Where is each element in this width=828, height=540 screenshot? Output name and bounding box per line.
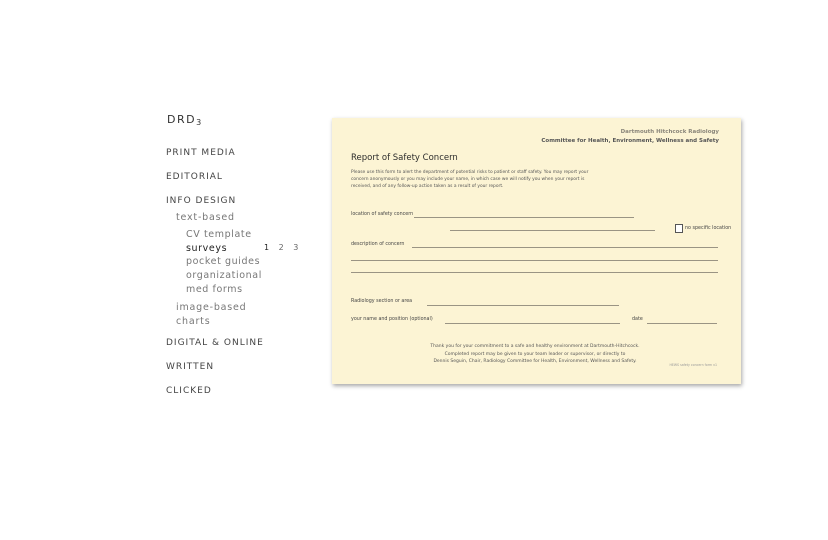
nav-text-based[interactable]: text-based [176, 212, 235, 223]
logo-text: DRD [167, 113, 197, 126]
logo-subscript: 3 [196, 118, 202, 127]
description-line-2 [351, 260, 718, 261]
date-line [647, 323, 717, 324]
safety-form-image [332, 118, 741, 384]
nav-digital-online[interactable]: DIGITAL & ONLINE [166, 338, 264, 348]
nav-organizational[interactable]: organizational [186, 270, 262, 281]
nav-print-media[interactable]: PRINT MEDIA [166, 148, 236, 158]
nav-written[interactable]: WRITTEN [166, 362, 215, 372]
org-line-1: Dartmouth Hitchcock Radiology [620, 129, 719, 135]
name-label: your name and position (optional) [351, 317, 433, 322]
nav-cv-template[interactable]: CV template [186, 229, 252, 240]
location-line-2 [450, 230, 655, 231]
form-organization [541, 128, 719, 146]
form-footer [390, 343, 680, 366]
nav-info-design[interactable]: INFO DESIGN [166, 196, 237, 206]
pager-page-2[interactable]: 2 [278, 243, 284, 252]
footer-line-1: Thank you for your commitment to a safe and healthy environment at Dartmouth-Hitchcock. [430, 344, 640, 349]
no-location-label: no specific location [685, 226, 732, 231]
nav-image-based[interactable]: image-based [176, 302, 247, 313]
location-label: location of safety concern [351, 212, 414, 217]
pager-page-1[interactable]: 1 [264, 243, 270, 252]
section-label: Radiology section or area [351, 299, 413, 304]
location-line [414, 217, 634, 218]
date-label: date [632, 317, 643, 322]
image-pager [264, 243, 305, 252]
form-title: Report of Safety Concern [351, 153, 458, 163]
nav-surveys[interactable]: surveys [186, 243, 228, 254]
section-line [427, 305, 619, 306]
footer-line-3: Dennis Seguin, Chair, Radiology Committee for Health, Environment, Wellness and Safety. [433, 359, 637, 364]
nav-med-forms[interactable]: med forms [186, 284, 243, 295]
no-location-checkbox [675, 224, 683, 233]
form-code: HEWS safety concern form v1 [669, 363, 717, 367]
footer-line-2: Completed report may be given to your team leader or supervisor, or directly to [444, 351, 626, 357]
description-line-1 [412, 247, 718, 248]
form-intro: Please use this form to alert the department of potential risks to patient or staff safety. You may report your concern anonymously or you may include your name, in which case we will notify you when your report is received, and of any follow-up action taken as a result of your report. [351, 170, 589, 189]
pager-page-3[interactable]: 3 [293, 243, 299, 252]
nav-pocket-guides[interactable]: pocket guides [186, 256, 261, 267]
description-label: description of concern [351, 242, 405, 247]
nav-clicked[interactable]: CLICKED [166, 386, 212, 396]
name-line [445, 323, 620, 324]
site-logo[interactable] [167, 113, 201, 127]
nav-charts[interactable]: charts [176, 316, 211, 327]
description-line-3 [351, 272, 718, 273]
org-line-2: Committee for Health, Environment, Wellness and Safety [541, 138, 719, 144]
nav-editorial[interactable]: EDITORIAL [166, 172, 223, 182]
